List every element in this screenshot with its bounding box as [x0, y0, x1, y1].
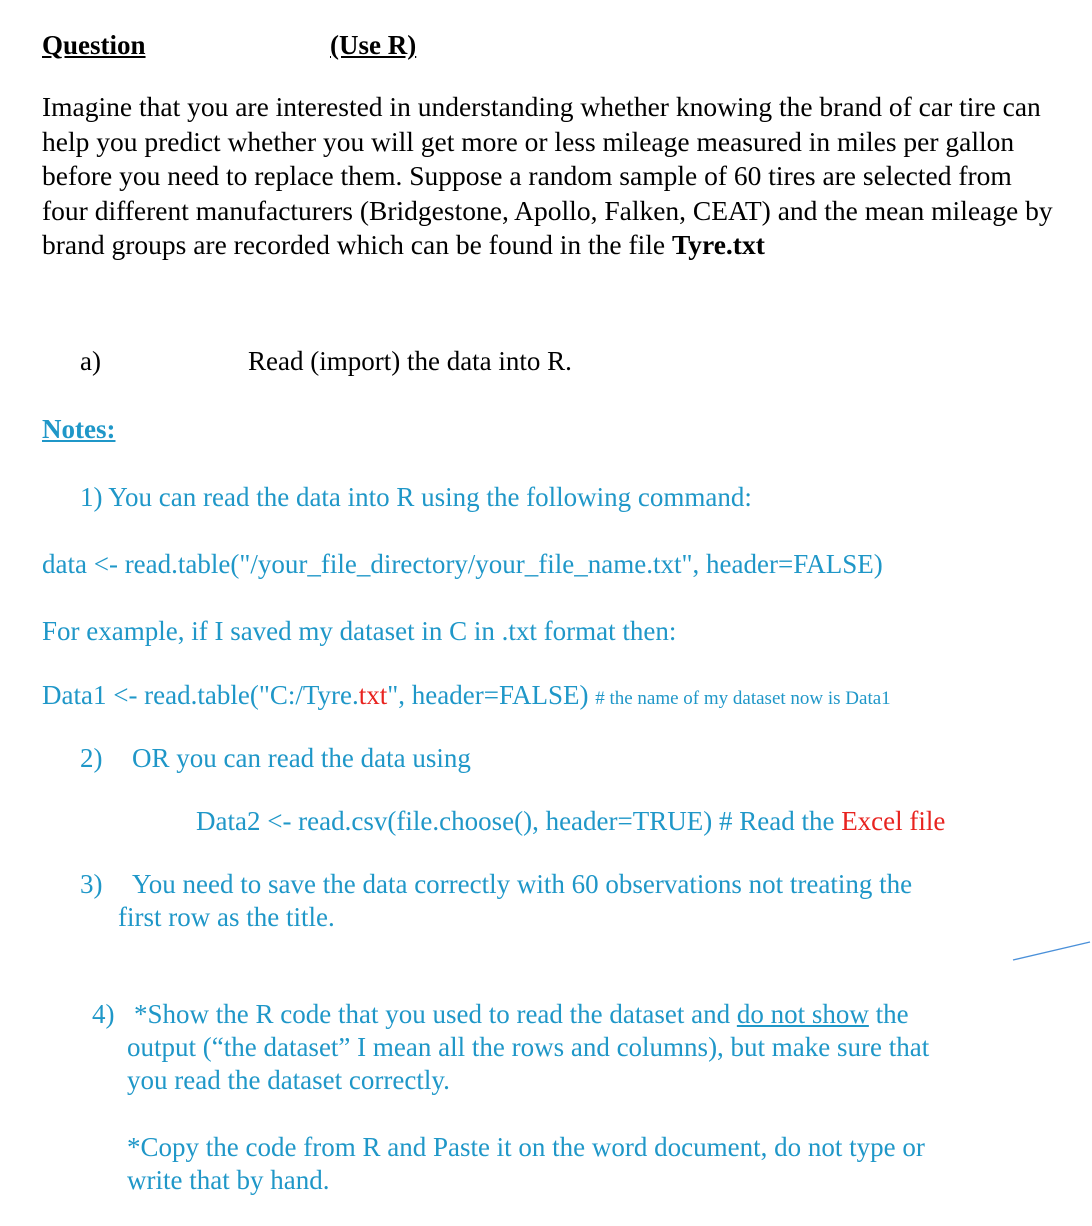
note-4-line1: [134, 998, 909, 1031]
code-read-table: data <- read.table("/your_file_directory/your_file_name.txt", header=FALSE): [42, 549, 883, 579]
use-r-heading: (Use R): [330, 30, 417, 60]
code-example: [42, 679, 891, 715]
code-read-csv-red: Excel file: [841, 806, 946, 836]
note-3-line2: first row as the title.: [118, 902, 335, 932]
question-heading: Question: [42, 30, 146, 60]
code-example-end: ", header=FALSE): [387, 680, 589, 710]
example-line: For example, if I saved my dataset in C in .txt format then:: [42, 616, 677, 646]
intro-text: Imagine that you are interested in understanding whether knowing the brand of car tire can help you predict whether you will get more or less mileage measured in miles per gallon before you need to replace them. Suppose a random sample of 60 tires are selected from four different manufacturers (Bridgestone, Apollo, Falken, CEAT) and the mean mileage by brand groups are recorded which can be found in the file: [42, 91, 1053, 260]
file-name: Tyre.txt: [671, 229, 765, 260]
note-2-num: 2): [80, 743, 103, 773]
pen-stroke: [1010, 938, 1092, 964]
code-read-csv-start: Data2 <- read.csv(file.choose(), header=TRUE) # Read the: [196, 806, 842, 836]
note-4-line1-end: the: [868, 999, 909, 1029]
note-4-num: 4): [92, 999, 115, 1029]
copy-note-line1: *Copy the code from R and Paste it on the word document, do not type or: [127, 1132, 925, 1162]
copy-note-line2: write that by hand.: [127, 1165, 330, 1195]
note-4-line2: output (“the dataset” I mean all the rows and columns), but make sure that: [127, 1032, 930, 1062]
note-4-line1-start: *Show the R code that you used to read the dataset and: [134, 999, 737, 1029]
part-a-text: Read (import) the data into R.: [248, 346, 572, 376]
note-1: 1) You can read the data into R using the following command:: [80, 482, 752, 512]
note-3-line1: You need to save the data correctly with 60 observations not treating the: [132, 869, 913, 899]
intro-paragraph: [42, 90, 1062, 263]
note-4-line3: you read the dataset correctly.: [127, 1065, 450, 1095]
note-2-text: OR you can read the data using: [132, 743, 471, 773]
code-example-start: Data1 <- read.table("C:/Tyre.: [42, 680, 359, 710]
code-example-comment: # the name of my dataset now is Data1: [595, 688, 891, 709]
note-4-underlined: do not show: [736, 999, 869, 1029]
part-a-label: a): [80, 346, 101, 376]
notes-title: Notes:: [42, 414, 116, 444]
code-example-ext: txt: [358, 680, 388, 710]
note-3-num: 3): [80, 869, 103, 899]
code-read-csv: [196, 805, 945, 838]
